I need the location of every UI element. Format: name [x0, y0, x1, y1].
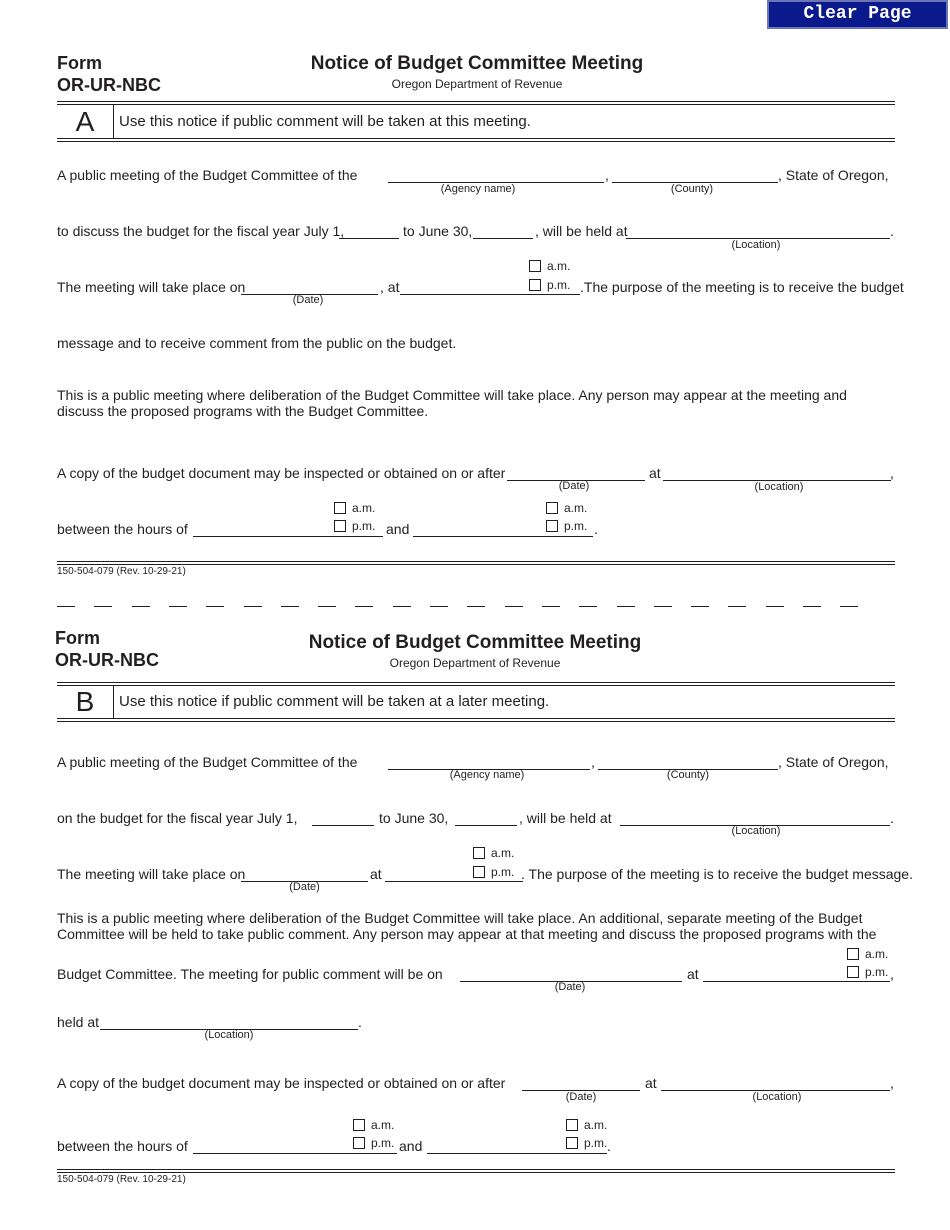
text: A public meeting of the Budget Committee of the [57, 167, 358, 183]
form-code: OR-UR-NBC [55, 650, 159, 670]
caption: (Location) [752, 1091, 802, 1103]
cut-dash [654, 606, 672, 607]
text: to June 30, [379, 810, 449, 826]
am-checkbox[interactable] [546, 502, 558, 514]
text: , will be held at [519, 810, 612, 826]
comment-time-field[interactable] [703, 981, 890, 982]
meeting-time-field[interactable] [385, 881, 523, 882]
cut-dash [169, 606, 187, 607]
cut-dash [430, 606, 448, 607]
meeting-time-field[interactable] [400, 294, 580, 295]
text: between the hours of [57, 521, 188, 537]
am-checkbox[interactable] [847, 948, 859, 960]
pm-label: p.m. [865, 965, 889, 979]
am-checkbox[interactable] [473, 847, 485, 859]
page-title: Notice of Budget Committee Meeting [308, 632, 642, 653]
text: , at [380, 279, 400, 295]
end-hour-field[interactable] [413, 536, 593, 537]
text: , [591, 754, 595, 770]
caption: (Agency name) [449, 769, 525, 781]
pm-checkbox[interactable] [529, 279, 541, 291]
am-label: a.m. [547, 259, 571, 273]
text: .The purpose of the meeting is to receive the budget [580, 279, 904, 295]
text: , State of Oregon, [778, 167, 889, 183]
cut-dash [766, 606, 784, 607]
pm-label: p.m. [352, 519, 376, 533]
pm-checkbox[interactable] [353, 1137, 365, 1149]
text: , [890, 465, 894, 481]
text: on the budget for the fiscal year July 1, [57, 810, 298, 826]
am-checkbox[interactable] [566, 1119, 578, 1131]
revision-note: 150-504-079 (Rev. 10-29-21) [57, 566, 186, 577]
text: at [687, 966, 699, 982]
end-hour-field[interactable] [427, 1153, 607, 1154]
caption: (Date) [554, 981, 586, 993]
text: . The purpose of the meeting is to receive the budget message. [521, 866, 913, 882]
caption: (Location) [731, 239, 781, 251]
text: message and to receive comment from the public on the budget. [57, 335, 457, 351]
text: and [399, 1138, 423, 1154]
caption: (Agency name) [440, 183, 516, 195]
text: . [890, 223, 894, 239]
cut-dash [840, 606, 858, 607]
text: , [605, 167, 609, 183]
cut-dash [542, 606, 560, 607]
divider [57, 101, 895, 105]
text: . [594, 521, 598, 537]
text: , [890, 1075, 894, 1091]
text: Budget Committee. The meeting for public comment will be on [57, 966, 443, 982]
text: at [370, 866, 382, 882]
caption: (Date) [292, 294, 324, 306]
start-hour-field[interactable] [193, 1153, 397, 1154]
cut-dash [505, 606, 523, 607]
cut-dash [617, 606, 635, 607]
fiscal-start-year-field[interactable] [339, 238, 399, 239]
agency-subtitle: Oregon Department of Revenue [389, 656, 561, 670]
cut-dash [579, 606, 597, 607]
text: , [890, 966, 894, 982]
caption: (Date) [565, 1091, 597, 1103]
divider [57, 561, 895, 565]
cut-dash [691, 606, 709, 607]
caption: (County) [666, 769, 710, 781]
text: A public meeting of the Budget Committee of the [57, 754, 358, 770]
text: . [607, 1138, 611, 1154]
form-label: Form [57, 53, 102, 73]
am-label: a.m. [865, 947, 889, 961]
cut-dash [803, 606, 821, 607]
cut-dash [94, 606, 112, 607]
am-checkbox[interactable] [334, 502, 346, 514]
pm-label: p.m. [371, 1136, 395, 1150]
cut-dash [393, 606, 411, 607]
divider [57, 682, 895, 686]
text: The meeting will take place on [57, 279, 246, 295]
start-hour-field[interactable] [193, 536, 383, 537]
text: and [386, 521, 410, 537]
form-label: Form [55, 628, 100, 648]
cut-dash [244, 606, 262, 607]
cut-dash [467, 606, 485, 607]
caption: (Date) [558, 480, 590, 492]
divider [113, 105, 114, 139]
section-instruction: Use this notice if public comment will be taken at this meeting. [119, 113, 531, 130]
pm-checkbox[interactable] [546, 520, 558, 532]
agency-subtitle: Oregon Department of Revenue [391, 77, 563, 91]
revision-note: 150-504-079 (Rev. 10-29-21) [57, 1174, 186, 1185]
divider [113, 685, 114, 719]
paragraph: This is a public meeting where deliberation of the Budget Committee will take place. An additional, separate meeting of the Budget Committee will be held to take public comment. Any person may appear at that meeting and discuss the proposed programs with the [57, 910, 877, 942]
text: . [890, 810, 894, 826]
fiscal-start-year-field[interactable] [312, 825, 374, 826]
cut-dash [132, 606, 150, 607]
pm-checkbox[interactable] [847, 966, 859, 978]
fiscal-end-year-field[interactable] [473, 238, 533, 239]
am-label: a.m. [564, 501, 588, 515]
caption: (Date) [289, 881, 320, 893]
page-title: Notice of Budget Committee Meeting [310, 53, 644, 74]
text: . [358, 1014, 362, 1030]
am-label: a.m. [584, 1118, 608, 1132]
text: between the hours of [57, 1138, 188, 1154]
section-letter: A [75, 106, 95, 137]
text: to June 30, [403, 223, 473, 239]
pm-label: p.m. [564, 519, 588, 533]
section-letter: B [75, 686, 95, 717]
pm-checkbox[interactable] [566, 1137, 578, 1149]
cut-dash [728, 606, 746, 607]
pm-label: p.m. [491, 865, 515, 879]
text: at [649, 465, 661, 481]
am-label: a.m. [491, 846, 515, 860]
cut-dash [281, 606, 299, 607]
cut-dash [206, 606, 224, 607]
caption: (Location) [204, 1029, 254, 1041]
form-code: OR-UR-NBC [57, 75, 161, 95]
am-label: a.m. [371, 1118, 395, 1132]
text: held at [57, 1014, 100, 1030]
divider [57, 718, 895, 722]
text: The meeting will take place on [57, 866, 246, 882]
pm-checkbox[interactable] [334, 520, 346, 532]
text: , State of Oregon, [778, 754, 889, 770]
fiscal-end-year-field[interactable] [455, 825, 517, 826]
clear-page-button[interactable]: Clear Page [767, 0, 948, 29]
text: at [645, 1075, 657, 1091]
divider [57, 138, 895, 142]
caption: (County) [670, 183, 714, 195]
am-checkbox[interactable] [353, 1119, 365, 1131]
text: A copy of the budget document may be inspected or obtained on or after [57, 1075, 506, 1091]
pm-label: p.m. [547, 278, 571, 292]
divider [57, 1169, 895, 1173]
text: to discuss the budget for the fiscal year July 1, [57, 223, 345, 239]
cut-dash [57, 606, 75, 607]
am-label: a.m. [352, 501, 376, 515]
cut-dash [355, 606, 373, 607]
text: , will be held at [535, 223, 628, 239]
caption: (Location) [754, 481, 804, 493]
caption: (Location) [731, 825, 781, 837]
pm-label: p.m. [584, 1136, 608, 1150]
text: A copy of the budget document may be inspected or obtained on or after [57, 465, 506, 481]
section-instruction: Use this notice if public comment will be taken at a later meeting. [119, 693, 550, 710]
paragraph: This is a public meeting where deliberation of the Budget Committee will take place. Any person may appear at the meeting and discuss the proposed programs with the Budget Committee. [57, 387, 847, 419]
am-checkbox[interactable] [529, 260, 541, 272]
cut-dash [318, 606, 336, 607]
pm-checkbox[interactable] [473, 866, 485, 878]
